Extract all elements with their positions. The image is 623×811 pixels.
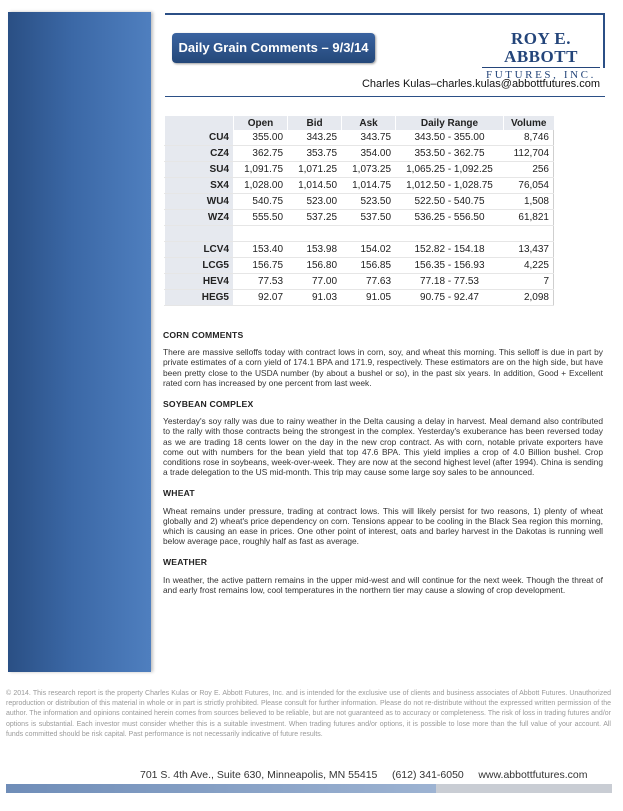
cell-open: 77.53 [234,274,288,290]
table-header-blank [165,116,234,130]
section-heading: CORN COMMENTS [163,330,244,340]
footer-bar-gray [436,784,612,793]
report-title: Daily Grain Comments – 9/3/14 [172,33,375,63]
cell-ask: 91.05 [342,290,396,306]
section-corn [163,330,603,388]
col-header-volume: Volume [503,116,553,130]
section-heading: WHEAT [163,488,195,499]
cell-bid: 343.25 [288,130,342,146]
cell-volume: 13,437 [503,242,553,258]
cell-ask: 1,014.75 [342,178,396,194]
cell-ask: 154.02 [342,242,396,258]
table-row [165,274,554,290]
table-row [165,162,554,178]
cell-bid: 156.80 [288,258,342,274]
cell-open: 1,091.75 [234,162,288,178]
cell-open: 156.75 [234,258,288,274]
cell-symbol: HEG5 [165,290,234,306]
cell-range: 536.25 - 556.50 [396,210,504,226]
cell-ask: 77.63 [342,274,396,290]
cell-ask: 343.75 [342,130,396,146]
section-wheat [163,488,603,546]
section-soybean [163,399,603,477]
cell-volume: 2,098 [503,290,553,306]
footer-bar-blue [6,784,436,793]
cell-symbol: WU4 [165,194,234,210]
top-rule [165,13,605,15]
spacer-cell [234,226,288,242]
col-header-ask: Ask [342,116,396,130]
cell-volume: 76,054 [503,178,553,194]
table-row [165,130,554,146]
footer-address: 701 S. 4th Ave., Suite 630, Minneapolis, MN 55415 (612) 341-6050 www.abbottfutures.com [140,769,588,781]
commentary [163,330,603,606]
cell-volume: 256 [503,162,553,178]
cell-symbol: SX4 [165,178,234,194]
table-row [165,242,554,258]
cell-open: 153.40 [234,242,288,258]
cell-open: 92.07 [234,290,288,306]
table-row [165,194,554,210]
cell-symbol: CU4 [165,130,234,146]
cell-range: 156.35 - 156.93 [396,258,504,274]
cell-bid: 1,071.25 [288,162,342,178]
cell-volume: 1,508 [503,194,553,210]
table-header-row [165,116,554,130]
table-row [165,146,554,162]
section-heading: WEATHER [163,557,208,568]
cell-volume: 7 [503,274,553,290]
cell-bid: 523.00 [288,194,342,210]
cell-volume: 8,746 [503,130,553,146]
table-row [165,258,554,274]
cell-open: 1,028.00 [234,178,288,194]
cell-ask: 354.00 [342,146,396,162]
spacer-cell [165,226,234,242]
sidebar-band [8,12,151,672]
quotes-table [164,116,554,306]
section-heading: SOYBEAN COMPLEX [163,399,254,410]
cell-bid: 353.75 [288,146,342,162]
spacer-cell [288,226,342,242]
author-contact: Charles Kulas–charles.kulas@abbottfutures.com [361,78,600,90]
table-row [165,210,554,226]
section-body: Yesterday's soy rally was due to rainy weather in the Delta causing a delay in harvest. Meal demand also contributed to the rally with those contracts being the strongest in the complex. Yesterday's exuberance has been reversed today as we are trading 18 cents lower on the day in the new crop contract. As with corn, notable private exporters have come out with numbers for the bean yield that top 47.6 BPA. This yield implies a crop of 4.0 Billion bushel. Crop conditions rose in soybeans, week-over-week. They are now at the second highest level (after 1994). China is sending a trade delegation to the US mid-month. This trip may cause some large soy sales to be announced. [163,416,603,478]
cell-range: 1,065.25 - 1,092.25 [396,162,504,178]
disclaimer: © 2014. This research report is the property Charles Kulas or Roy E. Abbott Futures, Inc. and is intended for the exclusive use of clients and business associates of Abbott Futures. Unauthorized reproduction or distribution of this material in whole or in part is strictly prohibited. Please consult for further information. Please do not re-distribute without the expressed written permission of the author. The information and opinions contained herein comes from sources believed to be reliable, but are not guaranteed as to accuracy or completeness. The risk of loss in trading futures and/or options is substantial. Each investor must consider whether this is a suitable investment. When trading futures and/or options, it is possible to lose more than the full value of your account. All funds committed should be risk capital. Past performance is not necessarily indicative of future results. [6,690,611,738]
col-header-range: Daily Range [396,116,504,130]
cell-volume: 112,704 [503,146,553,162]
cell-bid: 1,014.50 [288,178,342,194]
spacer-cell [342,226,396,242]
cell-ask: 156.85 [342,258,396,274]
section-weather [163,557,603,595]
cell-bid: 77.00 [288,274,342,290]
table-spacer-row [165,226,554,242]
spacer-cell [396,226,504,242]
cell-range: 522.50 - 540.75 [396,194,504,210]
col-header-bid: Bid [288,116,342,130]
cell-symbol: HEV4 [165,274,234,290]
cell-range: 1,012.50 - 1,028.75 [396,178,504,194]
cell-ask: 537.50 [342,210,396,226]
cell-open: 555.50 [234,210,288,226]
cell-ask: 523.50 [342,194,396,210]
cell-bid: 537.25 [288,210,342,226]
cell-symbol: LCG5 [165,258,234,274]
cell-range: 77.18 - 77.53 [396,274,504,290]
cell-range: 343.50 - 355.00 [396,130,504,146]
author-rule [165,96,605,97]
cell-open: 540.75 [234,194,288,210]
cell-range: 152.82 - 154.18 [396,242,504,258]
cell-symbol: LCV4 [165,242,234,258]
company-logo [482,30,600,81]
col-header-open: Open [234,116,288,130]
section-body: There are massive selloffs today with contract lows in corn, soy, and wheat this morning. This selloff is due in part by private estimates of a corn yield of 174.1 BPA and 171.9, respectively. These estimators are on the high side, but have been pretty close to the USDA number (by about a bushel or so), in the past six years. In addition, Good + Excellent rated corn has increased by one percent from last week. [163,347,603,388]
cell-ask: 1,073.25 [342,162,396,178]
table-row [165,290,554,306]
cell-symbol: WZ4 [165,210,234,226]
logo-line-1: ROY E. ABBOTT [504,29,578,66]
top-rule-vertical [603,13,605,68]
section-body: In weather, the active pattern remains in the upper mid-west and will continue for the next week. Though the threat of and early frost remains low, cool temperatures in the northern tier may cause a slowing of crop development. [163,574,603,595]
cell-volume: 4,225 [503,258,553,274]
cell-bid: 153.98 [288,242,342,258]
cell-range: 90.75 - 92.47 [396,290,504,306]
cell-symbol: SU4 [165,162,234,178]
cell-open: 362.75 [234,146,288,162]
cell-symbol: CZ4 [165,146,234,162]
cell-open: 355.00 [234,130,288,146]
logo-line-2: FUTURES, INC. [482,67,600,81]
cell-range: 353.50 - 362.75 [396,146,504,162]
spacer-cell [503,226,553,242]
section-body: Wheat remains under pressure, trading at contract lows. This will likely persist for two reasons, 1) plenty of wheat globally and 2) wheat's price dependency on corn. Tensions appear to be cooling in the Black Sea region this morning, which is causing an ease in prices. One other point of interest, oats and barley harvest in the Dakotas is running well below average pace, roughly half as fast as average. [163,505,603,547]
cell-volume: 61,821 [503,210,553,226]
table-row [165,178,554,194]
cell-bid: 91.03 [288,290,342,306]
